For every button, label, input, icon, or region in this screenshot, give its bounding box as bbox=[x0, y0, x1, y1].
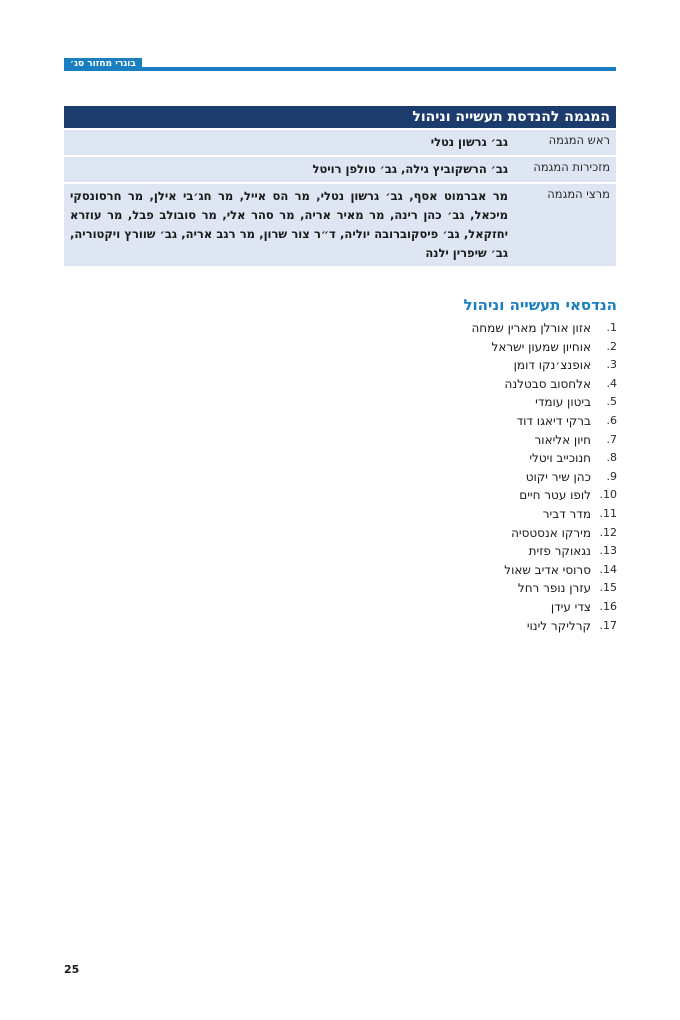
item-number: 15. bbox=[599, 581, 617, 595]
item-name: מירקו אנסטסיה bbox=[511, 525, 591, 540]
item-name: צדי עידן bbox=[550, 599, 591, 614]
item-name: חנוכייב ויטלי bbox=[529, 451, 591, 466]
item-name: עזרן נופר רחל bbox=[517, 581, 591, 596]
page-number: 25 bbox=[64, 963, 80, 976]
item-name: אופנצ׳נקו דומן bbox=[513, 358, 591, 373]
section-title: הנדסאי תעשייה וניהול bbox=[463, 296, 617, 314]
item-number: 1. bbox=[606, 321, 617, 334]
list-item bbox=[317, 542, 617, 561]
role-cell: מזכירות המגמה bbox=[514, 155, 616, 182]
item-name: כהן שיר יקוט bbox=[525, 469, 591, 484]
names-cell: גב׳ הרשקוביץ גילה, גב׳ טולפן רויטל bbox=[64, 155, 514, 182]
item-number: 16. bbox=[599, 599, 617, 613]
table-row bbox=[64, 128, 616, 155]
item-name: אלחסוב סבטלנה bbox=[504, 376, 591, 391]
item-number: 13. bbox=[599, 544, 617, 558]
item-name: קרליקר לינוי bbox=[526, 618, 591, 633]
list-item bbox=[317, 449, 617, 468]
item-number: 14. bbox=[599, 562, 617, 576]
list-item bbox=[317, 356, 617, 375]
item-number: 8. bbox=[606, 451, 617, 465]
list-item bbox=[317, 486, 617, 505]
header-tag: בוגרי מחזור סג׳ bbox=[64, 58, 142, 70]
item-number: 17. bbox=[599, 618, 617, 632]
item-name: אזון אורלן מארין שמחה bbox=[471, 321, 591, 335]
item-number: 12. bbox=[599, 525, 617, 539]
list-item bbox=[317, 375, 617, 394]
item-number: 2. bbox=[606, 339, 617, 353]
item-name: לופו עטר חיים bbox=[519, 488, 591, 503]
department-staff-table bbox=[64, 106, 616, 266]
table-row bbox=[64, 182, 616, 266]
list-item bbox=[317, 561, 617, 580]
names-cell: מר אברמוט אסף, גב׳ גרשון נטלי, מר הס אייל, מר חג׳בי אילן, מר חרסונסקי מיכאל, גב׳ כהן רינה, מר מאיר אריה, מר סהר אלי, מר סובולב פבל, מר עוזרא יחזקאל, גב׳ פיסקוברובה יוליה, ד״ר צור שרון, מר רגב אריה, גב׳ שוורץ ויקטוריה, גב׳ שיפרין ילנה bbox=[64, 182, 514, 266]
list-item bbox=[317, 468, 617, 487]
item-number: 3. bbox=[606, 358, 617, 372]
item-number: 6. bbox=[606, 413, 617, 427]
list-item bbox=[317, 338, 617, 357]
header-rule bbox=[64, 67, 616, 71]
item-number: 9. bbox=[606, 469, 617, 483]
list-item bbox=[317, 319, 617, 338]
graduates-list bbox=[317, 319, 617, 635]
item-name: נגאוקר פזית bbox=[528, 544, 591, 559]
item-name: חיון אליאור bbox=[534, 432, 591, 447]
table-title: המגמה להנדסת תעשייה וניהול bbox=[64, 106, 616, 128]
item-number: 7. bbox=[606, 432, 617, 446]
item-number: 5. bbox=[606, 395, 617, 409]
table-row bbox=[64, 155, 616, 182]
list-item bbox=[317, 598, 617, 617]
item-name: ברקי דיאגו דוד bbox=[516, 413, 591, 428]
item-number: 11. bbox=[599, 506, 617, 520]
list-item bbox=[317, 617, 617, 636]
list-item bbox=[317, 505, 617, 524]
role-cell: ראש המגמה bbox=[514, 128, 616, 155]
list-item bbox=[317, 412, 617, 431]
names-cell: גב׳ גרשון נטלי bbox=[64, 128, 514, 155]
role-cell: מרצי המגמה bbox=[514, 182, 616, 266]
item-name: מדר דביר bbox=[542, 506, 591, 521]
item-number: 10. bbox=[599, 488, 617, 502]
item-name: סרוסי אדיב שאול bbox=[504, 562, 591, 577]
list-item bbox=[317, 431, 617, 450]
list-item bbox=[317, 579, 617, 598]
item-name: ביטון עומדי bbox=[535, 395, 591, 410]
list-item bbox=[317, 524, 617, 543]
item-number: 4. bbox=[606, 376, 617, 390]
list-item bbox=[317, 393, 617, 412]
item-name: אוחיון שמעון ישראל bbox=[491, 339, 591, 354]
